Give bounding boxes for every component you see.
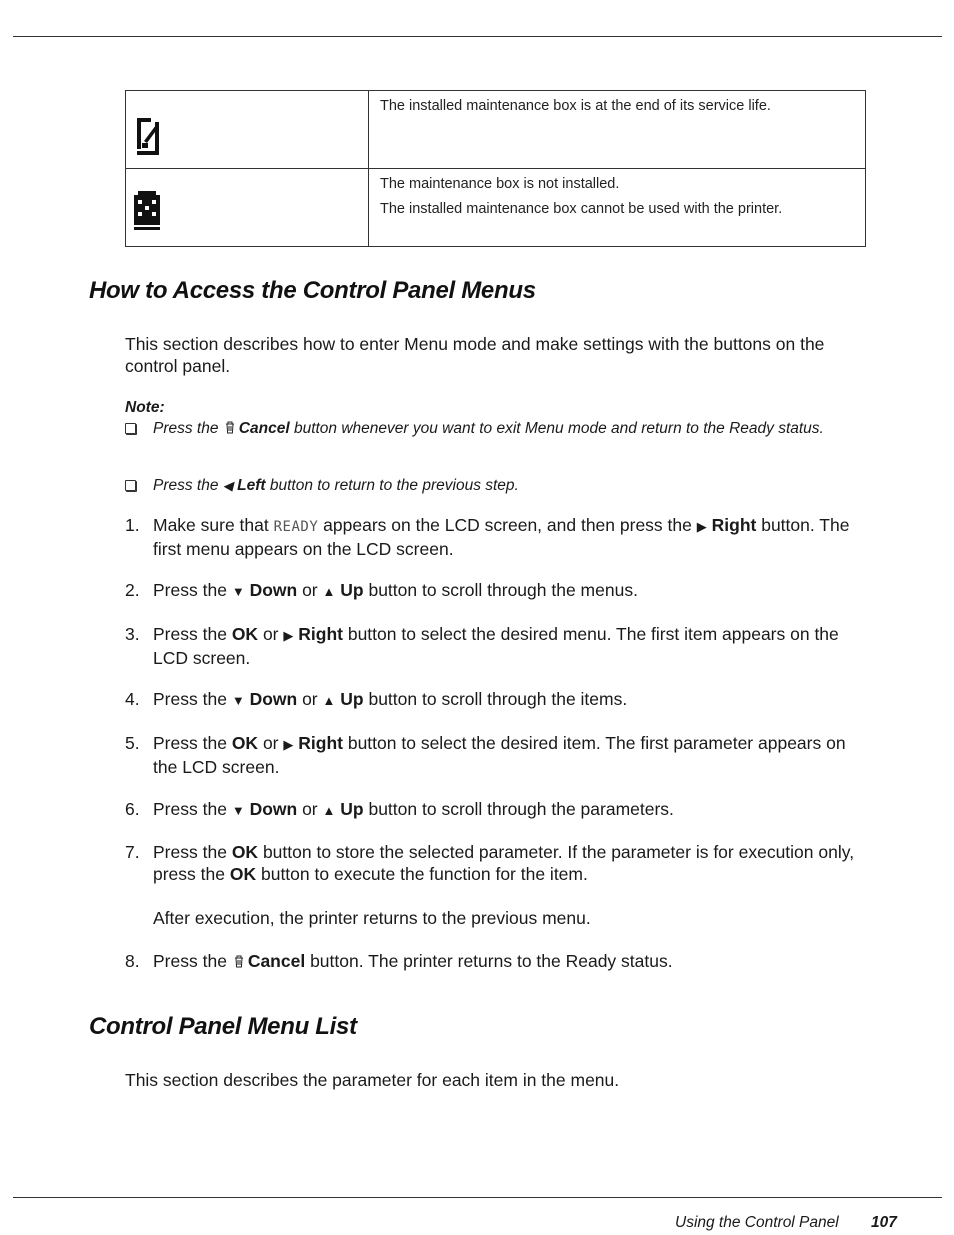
step-item: 3. Press the OK or ▶ Right button to select the desired menu. The first item appears on the LCD screen. <box>125 624 839 668</box>
step-item: 2. Press the ▼ Down or ▲ Up button to scroll through the menus. <box>125 580 638 600</box>
step-note: After execution, the printer returns to the previous menu. <box>153 908 591 928</box>
footer-section-title: Using the Control Panel <box>675 1214 839 1231</box>
section-intro: This section describes how to enter Menu mode and make settings with the buttons on the control panel. <box>125 334 825 376</box>
trash-icon <box>234 955 244 968</box>
table-row <box>126 169 866 247</box>
maintenance-box-missing-icon <box>133 191 161 231</box>
table-row <box>126 91 866 169</box>
down-arrow-icon: ▼ <box>231 584 245 599</box>
section-heading-menu-list: Control Panel Menu List <box>89 1013 357 1040</box>
icon-cell <box>126 91 369 169</box>
step-item: 7. Press the OK button to store the selected parameter. If the parameter is for execution only, press the OK button to execute the function for the item. After execution, the printer returns to the previous menu. <box>125 841 870 929</box>
up-arrow-icon: ▲ <box>322 693 336 708</box>
icon-description <box>369 169 866 247</box>
step-item: 5. Press the OK or ▶ Right button to select the desired item. The first parameter appears on the LCD screen. <box>125 733 846 777</box>
up-arrow-icon: ▲ <box>322 803 336 818</box>
section-heading-access: How to Access the Control Panel Menus <box>89 277 536 304</box>
header-rule <box>13 36 942 37</box>
right-arrow-icon: ▶ <box>696 519 707 534</box>
right-arrow-icon: ▶ <box>283 628 294 643</box>
footer-rule <box>13 1197 942 1198</box>
checkbox-bullet-icon <box>125 480 136 491</box>
description-line: The installed maintenance box is at the end of its service life. <box>380 98 771 114</box>
page-number: 107 <box>871 1214 897 1231</box>
step-item: 4. Press the ▼ Down or ▲ Up button to scroll through the items. <box>125 689 628 709</box>
status-icon-table <box>125 90 866 247</box>
left-arrow-icon: ◀ <box>222 478 233 493</box>
step-item: 8. Press the Cancel button. The printer returns to the Ready status. <box>125 951 673 971</box>
icon-cell <box>126 169 369 247</box>
lcd-text: READY <box>273 519 319 535</box>
section-intro: This section describes the parameter for each item in the menu. <box>125 1070 620 1090</box>
down-arrow-icon: ▼ <box>231 693 245 708</box>
checkbox-bullet-icon <box>125 423 136 434</box>
up-arrow-icon: ▲ <box>322 584 336 599</box>
down-arrow-icon: ▼ <box>231 803 245 818</box>
note-item: Press the Cancel button whenever you want to exit Menu mode and return to the Ready status. <box>125 419 865 439</box>
maintenance-box-end-icon <box>133 113 161 159</box>
description-line: The maintenance box is not installed. <box>380 176 620 192</box>
step-item: 6. Press the ▼ Down or ▲ Up button to scroll through the parameters. <box>125 799 674 819</box>
note-item: Press the ◀ Left button to return to the previous step. <box>125 476 865 496</box>
step-item: 1. Make sure that READY appears on the LCD screen, and then press the ▶ Right button. The first menu appears on the LCD screen. <box>125 515 850 559</box>
note-title: Note: <box>125 399 165 416</box>
description-line: The installed maintenance box cannot be used with the printer. <box>380 201 783 217</box>
icon-description <box>369 91 866 169</box>
right-arrow-icon: ▶ <box>283 737 294 752</box>
trash-icon <box>225 421 235 434</box>
